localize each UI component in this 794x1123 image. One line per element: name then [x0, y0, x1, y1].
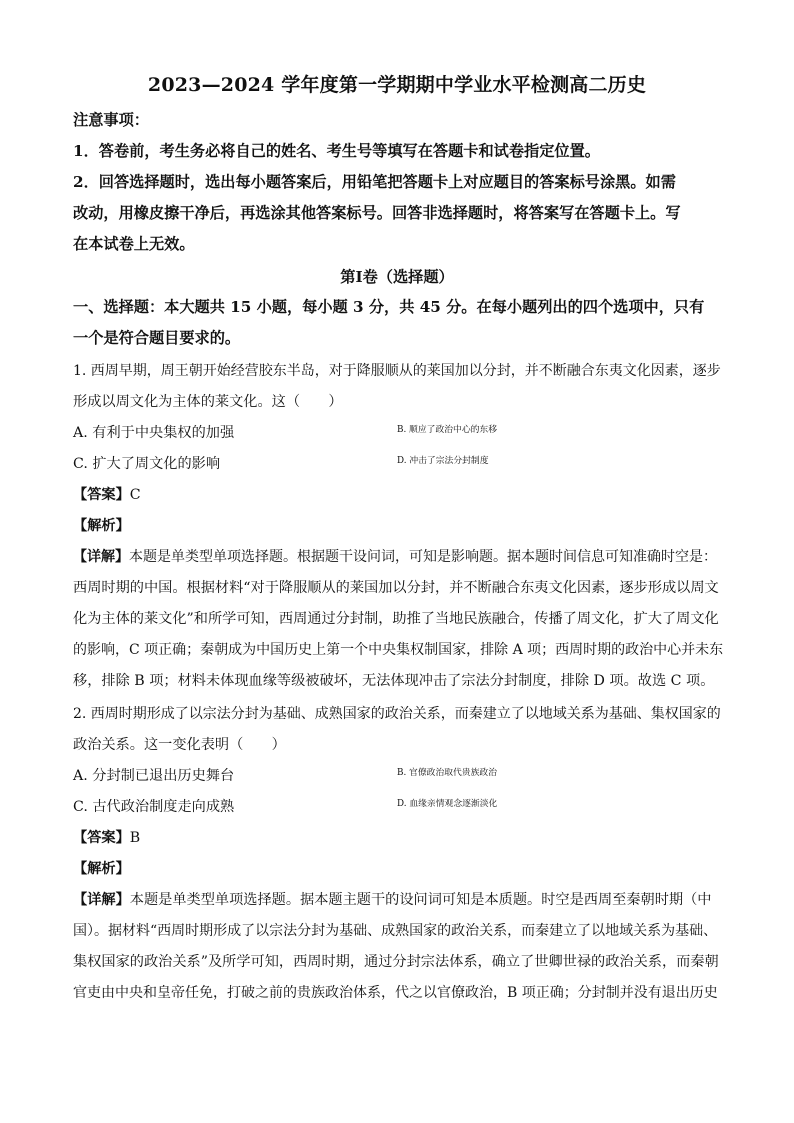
q2-stem-line-1: 2. 西周时期形成了以宗法分封为基础、成熟国家的政治关系，而秦建立了以地域关系为基础、集权国家的	[73, 706, 721, 722]
q1-answer	[73, 484, 723, 504]
q2-detail-line-4: 官吏由中央和皇帝任免，打破之前的贵族政治体系，代之以官僚政治，B 项正确；分封制并没有退出历史	[73, 985, 718, 1001]
volume-title: 第Ⅰ卷（选择题）	[340, 268, 454, 286]
q1-detail-line-1	[73, 546, 723, 566]
q2-option-c: C. 古代政治制度走向成熟	[73, 799, 235, 815]
q1-detail-line-2: 西周时期的中国。根据材料“对于降服顺从的莱国加以分封，并不断融合东夷文化因素，逐步形成以周文	[73, 580, 719, 596]
section-instructions-line-1: 一、选择题：本大题共 15 小题，每小题 3 分，共 45 分。在每小题列出的四个选项中，只有	[73, 298, 705, 316]
q2-detail-line-3: 集权国家的政治关系”及所学可知，西周时期，通过分封宗法体系，确立了世卿世禄的政治关系，而秦朝	[73, 954, 719, 970]
q1-detail-line-3: 化为主体的莱文化”和所学可知，西周通过分封制，助推了当地民族融合，传播了周文化，扩大了周文化	[73, 611, 719, 627]
q1-option-d: D. 冲击了宗法分封制度	[397, 456, 489, 466]
notice-heading: 注意事项：	[73, 111, 149, 129]
q1-option-b: B. 顺应了政治中心的东移	[397, 425, 498, 435]
q2-option-a: A. 分封制已退出历史舞台	[73, 768, 235, 784]
q2-detail-line-1	[73, 889, 723, 909]
q1-stem-line-1: 1. 西周早期，周王朝开始经营胶东半岛，对于降服顺从的莱国加以分封，并不断融合东夷文化因素，逐步	[73, 363, 721, 379]
q2-detail-label: 【详解】	[73, 892, 130, 908]
q1-option-c: C. 扩大了周文化的影响	[73, 456, 221, 472]
q1-analysis-label: 【解析】	[73, 518, 130, 534]
q1-detail-label: 【详解】	[73, 549, 129, 565]
notice-item-2-line-1: 2．回答选择题时，选出每小题答案后，用铅笔把答题卡上对应题目的答案标号涂黑。如需	[73, 173, 676, 191]
q2-detail-text-1: 本题是单类型单项选择题。据本题主题干的设问词可知是本质题。时空是西周至秦朝时期（中	[129, 892, 712, 908]
q1-detail-text-1: 本题是单类型单项选择题。根据题干设问词，可知是影响题。据本题时间信息可知准确时空是：	[129, 549, 717, 565]
q1-option-a: A. 有利于中央集权的加强	[73, 425, 235, 441]
q2-detail-line-2: 国）。据材料“西周时期形成了以宗法分封为基础、成熟国家的政治关系，而秦建立了以地域关系为基础、	[73, 923, 718, 939]
notice-item-2-line-3: 在本试卷上无效。	[73, 235, 195, 253]
q1-detail-line-4: 的影响，C 项正确；秦朝成为中国历史上第一个中央集权制国家，排除 A 项；西周时期的政治中心并未东	[73, 642, 724, 658]
q2-answer-label: 【答案】	[73, 830, 130, 846]
q1-answer-label: 【答案】	[73, 487, 130, 503]
exam-title: 2023—2024 学年度第一学期期中学业水平检测高二历史	[147, 74, 647, 96]
q2-option-d: D. 血缘亲情观念逐渐淡化	[397, 799, 498, 809]
q1-detail-line-5: 移，排除 B 项；材料未体现血缘等级被破坏，无法体现冲击了宗法分封制度，排除 D 项。故选 C 项。	[73, 673, 715, 689]
q2-stem-line-2: 政治关系。这一变化表明（ ）	[73, 737, 286, 753]
notice-item-2-line-2: 改动，用橡皮擦干净后，再选涂其他答案标号。回答非选择题时，将答案写在答题卡上。写	[73, 204, 681, 222]
q1-stem-line-2: 形成以周文化为主体的莱文化。这（ ）	[73, 394, 343, 410]
notice-item-1: 1．答卷前，考生务必将自己的姓名、考生号等填写在答题卡和试卷指定位置。	[73, 142, 600, 160]
q2-answer-value: B	[129, 830, 141, 846]
section-instructions-line-2: 一个是符合题目要求的。	[73, 329, 241, 347]
q2-option-b: B. 官僚政治取代贵族政治	[397, 768, 498, 778]
q2-analysis-label: 【解析】	[73, 861, 130, 877]
q2-answer	[73, 827, 723, 847]
q1-answer-value: C	[129, 487, 141, 503]
